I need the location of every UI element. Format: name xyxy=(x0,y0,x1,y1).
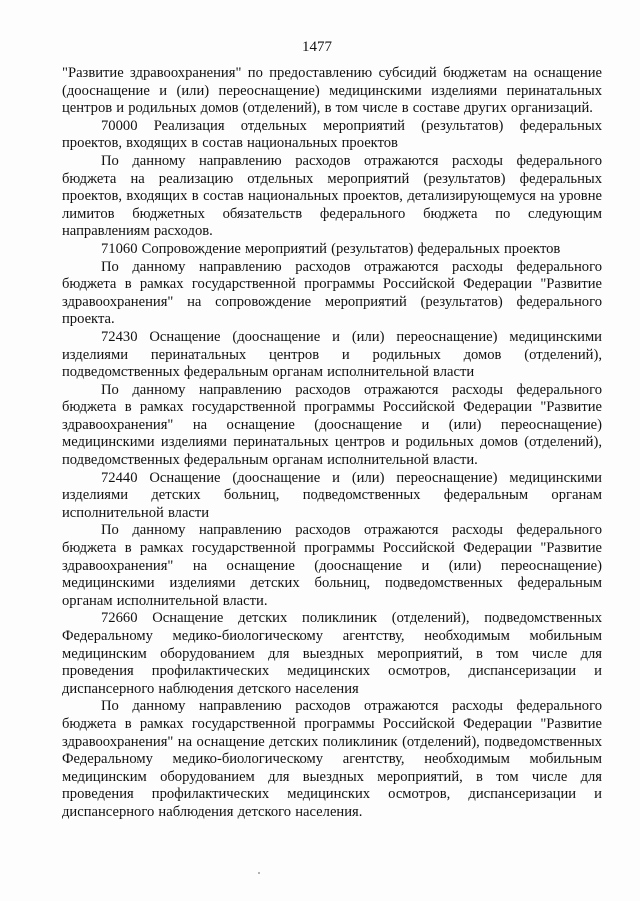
paragraph: По данному направлению расходов отражаются расходы федерального бюджета в рамках государственной программы Российской Федерации "Развитие здравоохранения" на оснащение (дооснащение и (или) переоснащение) медицинскими изделиями перинатальных центров и родильных домов (отделений), подведомственных федеральным органам исполнительной власти. xyxy=(62,381,602,469)
paragraph: По данному направлению расходов отражаются расходы федерального бюджета в рамках государственной программы Российской Федерации "Развитие здравоохранения" на сопровождение мероприятий (результатов) федерального проекта. xyxy=(62,258,602,328)
paragraph: По данному направлению расходов отражаются расходы федерального бюджета в рамках государственной программы Российской Федерации "Развитие здравоохранения" на оснащение (дооснащение и (или) переоснащение) медицинскими изделиями детских больниц, подведомственных федеральным органам исполнительной власти. xyxy=(62,522,602,609)
paragraph: 71060 Сопровождение мероприятий (результатов) федеральных проектов xyxy=(101,240,561,257)
page-number: 1477 xyxy=(302,39,332,55)
paragraph: 72440 Оснащение (дооснащение и (или) переоснащение) медицинскими изделиями детских больниц, подведомственных федеральным органам исполнительной власти xyxy=(62,469,602,521)
paragraph: По данному направлению расходов отражаются расходы федерального бюджета на реализацию отдельных мероприятий (результатов) федеральных проектов, входящих в состав национальных проектов, детализирующемуся на уровне лимитов бюджетных обязательств федерального бюджета по следующим направлениям расходов. xyxy=(62,152,602,240)
paragraph: 72660 Оснащение детских поликлиник (отделений), подведомственных Федеральному медико-биологическому агентству, необходимым мобильным медицинским оборудованием для выездных мероприятий, в том числе для проведения профилактических медицинских осмотров, диспансеризации и диспансерного наблюдения детского населения xyxy=(62,610,602,697)
paragraph: "Развитие здравоохранения" по предоставлению субсидий бюджетам на оснащение (дооснащение и (или) переоснащение) медицинскими изделиями перинатальных центров и родильных домов (отделений), в том числе в составе других организаций. xyxy=(62,65,602,117)
scan-speck xyxy=(258,872,260,874)
paragraph: 72430 Оснащение (дооснащение и (или) переоснащение) медицинскими изделиями перинатальных центров и родильных домов (отделений), подведомственных федеральным органам исполнительной власти xyxy=(62,328,602,381)
paragraph: По данному направлению расходов отражаются расходы федерального бюджета в рамках государственной программы Российской Федерации "Развитие здравоохранения" на оснащение детских поликлиник (отделений), подведомственных Федеральному медико-биологическому агентству, необходимым мобильным медицинским оборудованием для выездных мероприятий, в том числе для проведения профилактических медицинских осмотров, диспансеризации и диспансерного наблюдения детского населения. xyxy=(62,698,602,820)
paragraph: 70000 Реализация отдельных мероприятий (результатов) федеральных проектов, входящих в состав национальных проектов xyxy=(62,117,602,152)
document-body xyxy=(62,65,602,822)
